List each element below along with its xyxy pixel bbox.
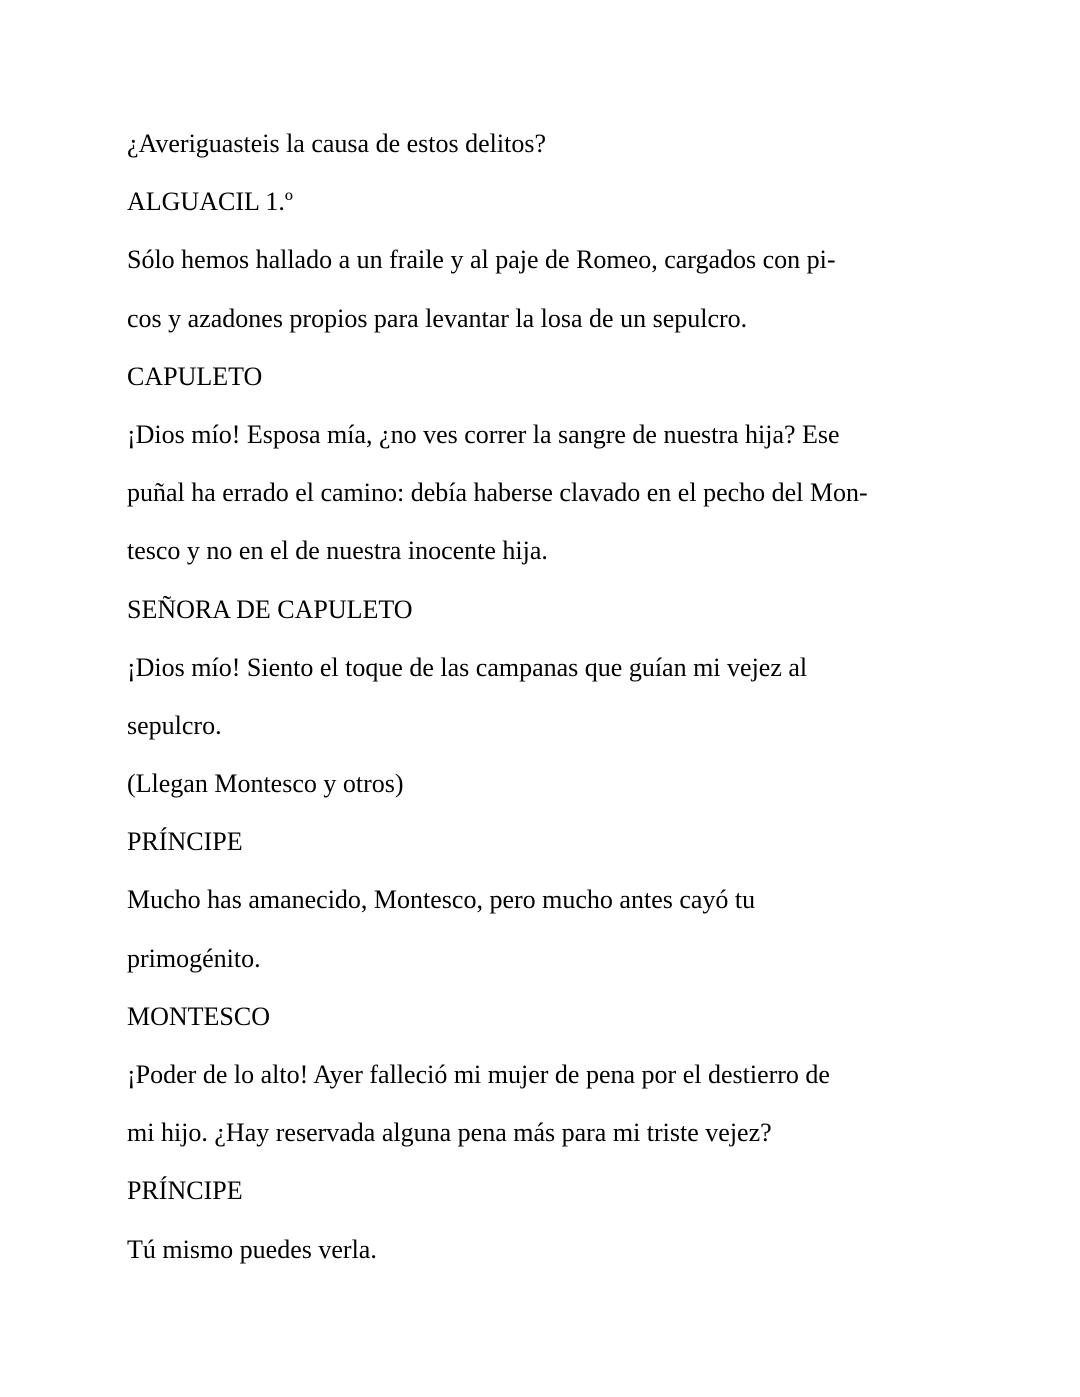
dialogue-line: ¡Dios mío! Siento el toque de las campanas que guían mi vejez al [127,652,808,682]
dialogue-line: sepulcro. [127,710,222,740]
speaker-name: ALGUACIL 1.º [127,187,293,217]
speaker-name: PRÍNCIPE [127,827,243,857]
speaker-name: MONTESCO [127,1001,271,1031]
speaker-name: CAPULETO [127,361,263,391]
speaker-name: PRÍNCIPE [127,1176,243,1206]
document-page [127,124,927,1288]
dialogue-line: ¿Averiguasteis la causa de estos delitos? [127,129,546,158]
dialogue-line: ¡Dios mío! Esposa mía, ¿no ves correr la sangre de nuestra hija? Ese [127,419,840,449]
dialogue-line: ¡Poder de lo alto! Ayer falleció mi mujer de pena por el destierro de [127,1060,830,1089]
dialogue-line: cos y azadones propios para levantar la losa de un sepulcro. [127,303,748,333]
stage-direction: (Llegan Montesco y otros) [127,769,404,799]
dialogue-line: tesco y no en el de nuestra inocente hija. [127,536,548,566]
dialogue-line: Mucho has amanecido, Montesco, pero mucho antes cayó tu [127,885,756,915]
dialogue-line: mi hijo. ¿Hay reservada alguna pena más para mi triste vejez? [127,1118,772,1148]
dialogue-line: Sólo hemos hallado a un fraile y al paje de Romeo, cargados con pi- [127,245,836,275]
dialogue-line: Tú mismo puedes verla. [127,1234,377,1264]
speaker-name: SEÑORA DE CAPULETO [127,594,413,624]
dialogue-line: primogénito. [127,943,261,973]
dialogue-line: puñal ha errado el camino: debía haberse clavado en el pecho del Mon- [127,478,868,508]
